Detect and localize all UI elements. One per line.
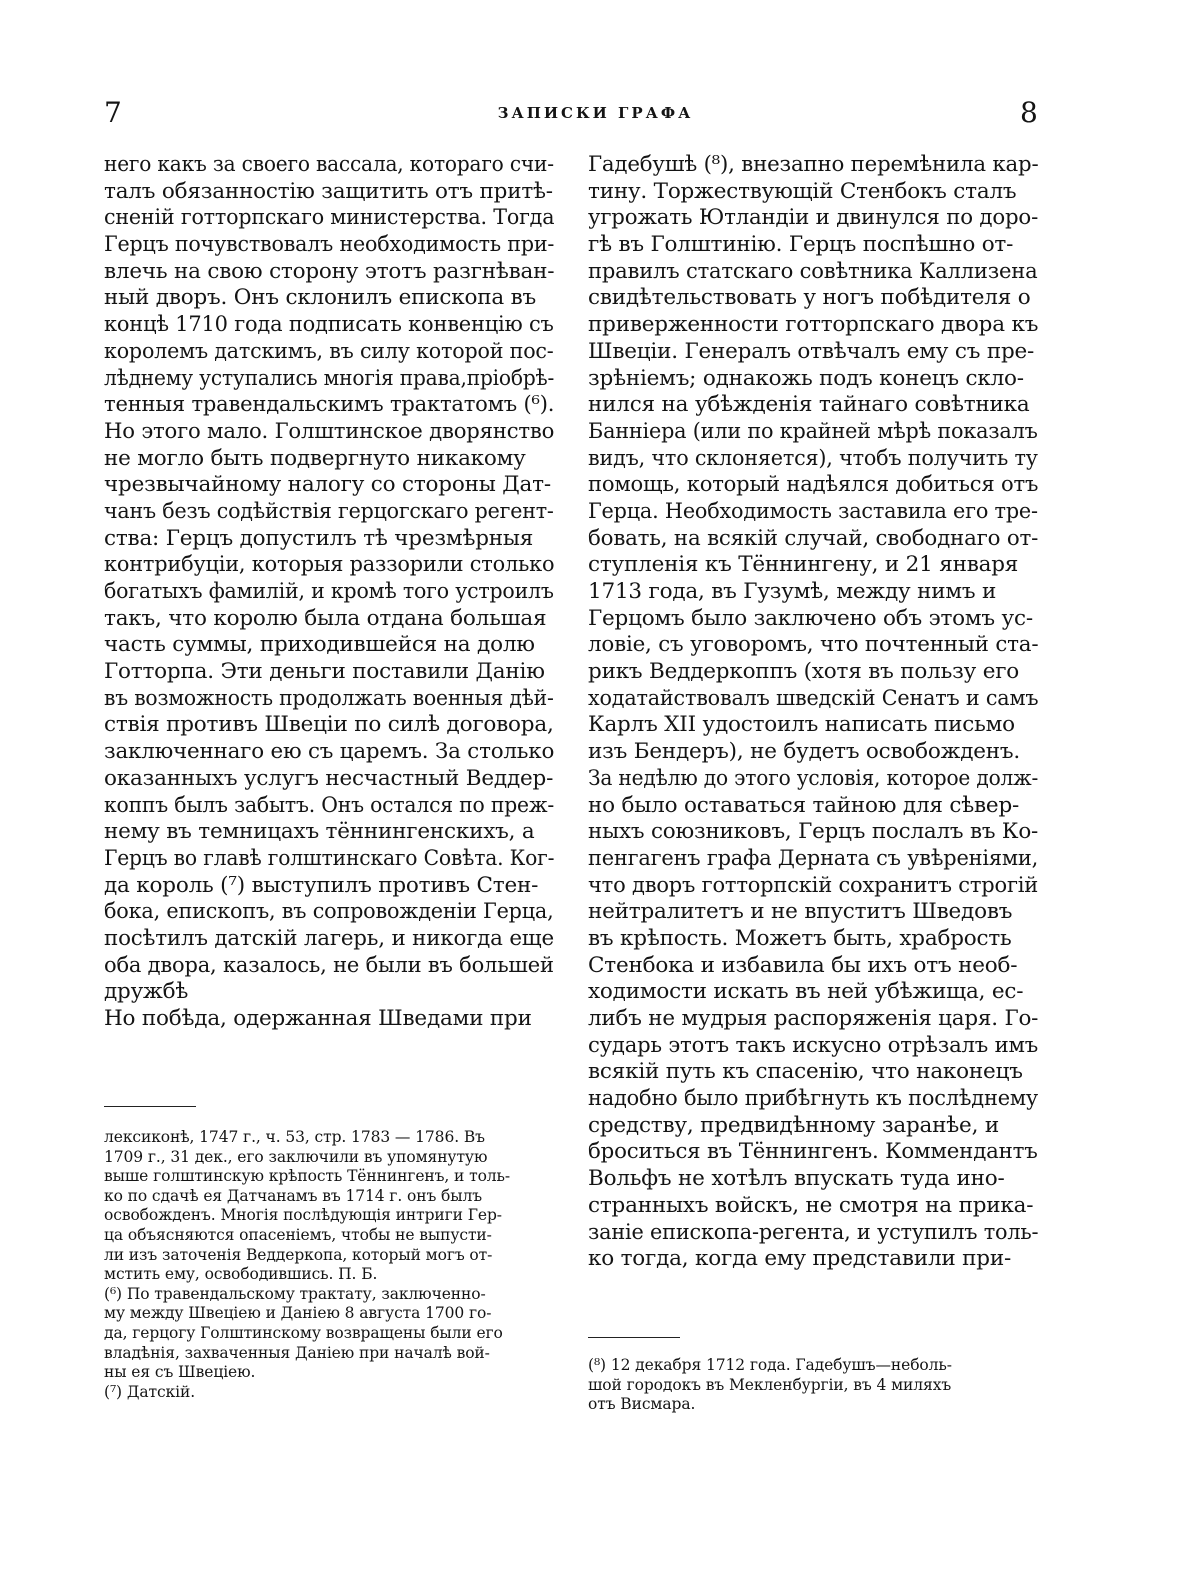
text-line: всякій путь къ спасенію, что наконецъ — [588, 1059, 1023, 1085]
text-line: концѣ 1710 года подписать конвенцію съ — [104, 312, 554, 338]
text-line: угрожать Ютландіи и двинулся по доро- — [588, 205, 1039, 231]
text-line: Гадебушѣ (⁸), внезапно перемѣнила кар- — [588, 152, 1039, 177]
text-line: ходимости искать въ ней убѣжища, ес- — [588, 979, 1024, 1005]
left-footnote-rule — [104, 1106, 196, 1107]
text-line: лѣднему уступались многія права,пріобрѣ- — [104, 365, 555, 391]
text-line: Герцъ во главѣ голштинскаго Совѣта. Ког- — [104, 845, 555, 871]
text-line: талъ обязанностію защитить отъ притѣ- — [104, 178, 553, 204]
text-line: надобно было прибѣгнуть къ послѣднему — [588, 1086, 1039, 1112]
text-line: бока, епископъ, въ сопровожденіи Герца, — [104, 899, 554, 925]
left-footnotes — [104, 1128, 554, 1402]
text-line: него какъ за своего вассала, котораго счи- — [104, 152, 554, 177]
text-line: помощь, который надѣялся добиться отъ — [588, 472, 1039, 498]
text-line: Готторпа. Эти деньги поставили Данію — [104, 659, 545, 685]
text-line: тенныя травендальскимъ трактатомъ (⁶). — [104, 392, 555, 418]
text-line: богатыхъ фамилій, и кромѣ того устроилъ — [104, 579, 554, 604]
text-line: Герцомъ было заключено объ этомъ ус- — [588, 605, 1033, 631]
text-line: тину. Торжествующій Стенбокъ сталъ — [588, 178, 1017, 204]
text-line: Банніера (или по крайней мѣрѣ показалъ — [588, 418, 1038, 444]
footnote-line: ли изъ заточенія Веддеркопа, который могъ от- — [104, 1245, 493, 1264]
footnote-line: (⁸) 12 декабря 1712 года. Гадебушъ—неболь- — [588, 1356, 952, 1374]
footnote-line: владѣнія, захваченныя Даніею при началѣ вой- — [104, 1343, 490, 1362]
text-line: Вольфъ не хотѣлъ впускать туда ино- — [588, 1166, 1005, 1192]
text-line: бовать, на всякій случай, свободнаго от- — [588, 525, 1039, 551]
text-line: Но этого мало. Голштинское дворянство — [104, 418, 555, 444]
text-line: нему въ темницахъ тённингенскихъ, а — [104, 819, 535, 845]
text-line: чрезвычайному налогу со стороны Дат- — [104, 472, 551, 498]
text-line: Но побѣда, одержанная Шведами при — [104, 1006, 532, 1031]
text-line: влечь на свою сторону этотъ разгнѣван- — [104, 258, 555, 284]
text-line: коппъ былъ забытъ. Онъ остался по преж- — [104, 792, 555, 818]
text-line: рикъ Веддеркоппъ (хотя въ пользу его — [588, 659, 1020, 685]
text-line: гѣ въ Голштинію. Герцъ поспѣшно от- — [588, 232, 1014, 258]
footnote-line: ны ея съ Швеціею. — [104, 1363, 256, 1382]
text-line: сударь этотъ такъ искусно отрѣзалъ имъ — [588, 1032, 1039, 1058]
text-line: контрибуціи, которыя раззорили столько — [104, 552, 555, 578]
text-line: изъ Бендеръ), не будетъ освобожденъ. — [588, 739, 1021, 765]
text-line: правилъ статскаго совѣтника Каллизена — [588, 258, 1038, 284]
text-line: въ возможность продолжать военныя дѣй- — [104, 685, 554, 711]
text-line: ступленія къ Тённингену, и 21 января — [588, 552, 1019, 578]
text-line: чанъ безъ содѣйствія герцогскаго регент- — [104, 498, 554, 524]
text-line: такъ, что королю была отдана большая — [104, 605, 547, 631]
text-line: нейтралитетъ и не впуститъ Шведовъ — [588, 899, 1013, 925]
right-footnotes — [588, 1356, 1038, 1415]
text-line: нился на убѣжденія тайнаго совѣтника — [588, 392, 1030, 418]
footnote-line: 1709 г., 31 дек., его заключили въ упомянутую — [104, 1147, 488, 1166]
text-line: что дворъ готторпскій сохранитъ строгій — [588, 872, 1039, 898]
right-column-text — [588, 152, 1038, 1273]
text-line: сненій готторпскаго министерства. Тогда — [104, 205, 555, 231]
text-line: либъ не мудрыя распоряженія царя. Го- — [588, 1006, 1039, 1031]
footnote-line: мстить ему, освободившись. П. Б. — [104, 1265, 378, 1284]
left-column-text — [104, 152, 554, 1033]
text-line: За недѣлю до этого условія, которое долж- — [588, 765, 1039, 791]
text-line: оказанныхъ услугъ несчастный Веддер- — [104, 765, 554, 791]
text-line: не могло быть подвергнуто никакому — [104, 445, 526, 471]
text-line: 1713 года, въ Гузумѣ, между нимъ и — [588, 579, 997, 604]
text-line: ловіе, съ уговоромъ, что почтенный ста- — [588, 632, 1039, 658]
text-line: Карлъ XII удостоилъ написать письмо — [588, 712, 1015, 738]
page-header — [0, 96, 1191, 136]
footnote-line: да, герцогу Голштинскому возвращены были его — [104, 1323, 503, 1342]
text-line: посѣтилъ датскій лагерь, и никогда еще — [104, 925, 554, 951]
footnote-line: му между Швеціею и Даніею 8 августа 1700 го- — [104, 1304, 492, 1323]
text-line: Герца. Необходимость заставила его тре- — [588, 498, 1038, 524]
text-line: зрѣніемъ; однакожь подъ конецъ скло- — [588, 365, 1024, 391]
text-line: заніе епископа-регента, и уступилъ толь- — [588, 1219, 1039, 1245]
text-line: королемъ датскимъ, въ силу которой пос- — [104, 338, 554, 364]
text-line: заключеннаго ею съ царемъ. За столько — [104, 739, 555, 765]
page-number-right: 8 — [1020, 96, 1038, 129]
text-line: Швеціи. Генералъ отвѣчалъ ему съ пре- — [588, 338, 1035, 364]
text-line: странныхъ войскъ, не смотря на прика- — [588, 1192, 1034, 1218]
right-footnote-rule — [588, 1337, 680, 1338]
text-line: ходатайствовалъ шведскій Сенатъ и самъ — [588, 685, 1039, 711]
footnote-line: выше голштинскую крѣпость Тённингенъ, и толь- — [104, 1167, 511, 1186]
running-title: ЗАПИСКИ ГРАФА — [497, 104, 694, 122]
text-line: приверженности готторпскаго двора къ — [588, 312, 1039, 338]
footnote-line: освобожденъ. Многія послѣдующія интриги Гер- — [104, 1206, 502, 1225]
footnote-line: отъ Висмара. — [588, 1395, 696, 1414]
footnote-line: шой городокъ въ Мекленбургіи, въ 4 миляхъ — [588, 1375, 952, 1394]
text-line: да король (⁷) выступилъ противъ Стен- — [104, 872, 539, 898]
text-line: Стенбока и избавила бы ихъ отъ необ- — [588, 952, 1018, 978]
text-line: часть суммы, приходившейся на долю — [104, 632, 535, 658]
text-line: дружбѣ — [104, 979, 189, 1005]
footnote-line: лексиконѣ, 1747 г., ч. 53, стр. 1783 — 1786. Въ — [104, 1128, 485, 1146]
footnote-line: ко по сдачѣ ея Датчанамъ въ 1714 г. онъ былъ — [104, 1186, 483, 1205]
text-line: но было оставаться тайною для сѣвер- — [588, 792, 1020, 818]
text-line: ства: Герцъ допустилъ тѣ чрезмѣрныя — [104, 525, 534, 551]
text-line: Герцъ почувствовалъ необходимость при- — [104, 232, 555, 258]
text-line: видъ, что склоняется), чтобъ получить ту — [588, 445, 1038, 471]
text-line: пенгагенъ графа Дерната съ увѣреніями, — [588, 845, 1039, 871]
text-line: ствія противъ Швеціи по силѣ договора, — [104, 712, 554, 738]
text-line: ко тогда, когда ему представили при- — [588, 1246, 1012, 1272]
text-line: оба двора, казалось, не были въ большей — [104, 952, 554, 978]
text-line: ный дворъ. Онъ склонилъ епископа въ — [104, 285, 536, 311]
text-line: ныхъ союзниковъ, Герцъ послалъ въ Ко- — [588, 819, 1039, 845]
text-line: броситься въ Тённингенъ. Коммендантъ — [588, 1139, 1038, 1165]
page-number-left: 7 — [104, 96, 122, 129]
footnote-line: (⁶) По травендальскому трактату, заключенно- — [104, 1284, 486, 1303]
footnote-line: (⁷) Датскій. — [104, 1382, 196, 1401]
text-line: въ крѣпость. Можетъ быть, храбрость — [588, 925, 1012, 951]
text-line: свидѣтельствовать у ногъ побѣдителя о — [588, 285, 1031, 311]
text-line: средству, предвидѣнному заранѣе, и — [588, 1112, 999, 1138]
footnote-line: ца объясняются опасеніемъ, чтобы не выпусти- — [104, 1225, 492, 1244]
